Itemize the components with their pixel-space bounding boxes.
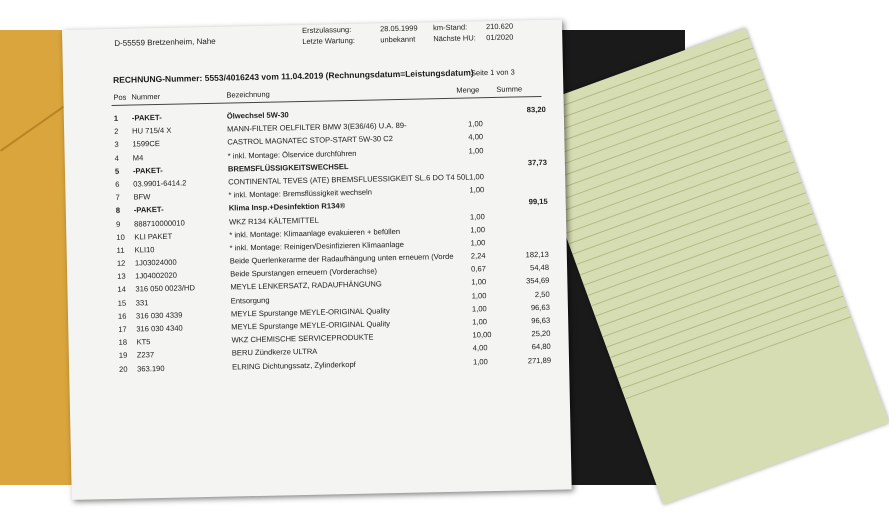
row-description: Entsorgung <box>230 295 270 306</box>
row-pos: 17 <box>118 324 127 334</box>
row-description: * inkl. Montage: Klimaanlage evakuieren + befüllen <box>229 226 401 240</box>
row-description: Klima Insp.+Desinfektion R134® <box>228 201 346 213</box>
row-description: CONTINENTAL TEVES (ATE) BREMSFLUESSIGKEIT SL.6 DO T4 50L <box>228 172 470 187</box>
row-pos: 3 <box>114 140 119 150</box>
row-number: 316 050 0023/HD <box>135 283 196 294</box>
vehicle-labels <box>433 21 476 44</box>
row-pos: 6 <box>115 179 120 189</box>
row-description: BREMSFLÜSSIGKEITSWECHSEL <box>227 161 349 174</box>
photo-background <box>0 21 685 485</box>
row-number: -PAKET- <box>133 205 164 215</box>
row-description: Beide Querlenkerarme der Radaufhängung unten erneuern (Vorde <box>229 251 454 266</box>
row-number: KT5 <box>136 337 151 347</box>
row-sum <box>504 131 546 132</box>
row-quantity: 0,67 <box>471 264 486 274</box>
col-pos: Pos <box>113 92 127 102</box>
row-pos: 5 <box>114 166 120 176</box>
row-pos: 14 <box>117 285 126 295</box>
row-description: * inkl. Montage: Ölservice durchführen <box>227 148 357 161</box>
row-description: Ölwechsel 5W-30 <box>226 110 289 121</box>
row-pos: 15 <box>117 298 127 308</box>
row-description: WKZ R134 KÄLTEMITTEL <box>228 215 319 227</box>
invoice-title: RECHNUNG-Nummer: 5553/4016243 vom 11.04.2019 (Rechnungsdatum=Leistungsdatum) <box>112 67 474 85</box>
row-number: M4 <box>132 152 144 163</box>
row-sum: 271,89 <box>527 355 552 365</box>
row-description: * inkl. Montage: Bremsflüssigkeit wechseln <box>228 187 373 200</box>
row-quantity: 1,00 <box>471 277 487 287</box>
row-description: MANN-FILTER OELFILTER BMW 3(E36/46) U.A. 89- <box>227 120 407 134</box>
row-number: -PAKET- <box>131 112 162 123</box>
row-quantity: 1,00 <box>467 119 483 129</box>
row-sum <box>505 184 547 185</box>
registration-value: 28.05.1999 <box>379 23 418 34</box>
service-values <box>380 23 418 46</box>
invoice-paper <box>62 20 572 500</box>
row-pos: 20 <box>119 364 128 374</box>
row-sum: 64,80 <box>531 342 551 352</box>
row-sum: 83,20 <box>526 104 546 115</box>
row-number: -PAKET- <box>132 165 163 176</box>
next-hu-value: 01/2020 <box>486 32 514 43</box>
row-sum: 99,15 <box>528 197 548 207</box>
row-number: 316 030 4340 <box>136 323 183 334</box>
row-description: CASTROL MAGNATEC STOP-START 5W-30 C2 <box>227 134 394 147</box>
row-sum: 182,13 <box>525 249 549 260</box>
col-number: Nummer <box>131 91 161 102</box>
row-quantity: 4,00 <box>468 132 484 142</box>
row-description: Beide Spurstangen erneuern (Vorderachse) <box>230 266 378 279</box>
row-pos: 16 <box>117 311 127 321</box>
row-pos: 12 <box>116 258 126 268</box>
row-quantity: 1,00 <box>470 224 486 235</box>
row-number: 888710000010 <box>133 217 185 229</box>
row-pos: 2 <box>114 127 119 137</box>
row-number: Z237 <box>136 350 155 360</box>
row-description: MEYLE Spurstange MEYLE-ORIGINAL Quality <box>231 319 391 332</box>
row-quantity: 1,00 <box>471 303 487 314</box>
row-number: 316 030 4339 <box>135 310 183 321</box>
row-quantity: 10,00 <box>472 330 492 340</box>
row-sum <box>505 171 547 172</box>
row-description: MEYLE Spurstange MEYLE-ORIGINAL Quality <box>230 306 390 319</box>
row-description: MEYLE LENKERSATZ, RADAUFHÄNGUNG <box>230 279 382 292</box>
row-number: KLI10 <box>134 244 155 255</box>
row-sum <box>505 144 547 145</box>
row-pos: 4 <box>114 153 120 163</box>
row-quantity: 1,00 <box>469 172 485 182</box>
row-number: 1J03024000 <box>134 257 177 268</box>
row-pos: 11 <box>116 245 125 255</box>
row-quantity: 2,24 <box>470 251 486 261</box>
row-pos: 19 <box>118 351 128 361</box>
row-pos: 13 <box>117 271 126 282</box>
col-sum: Summe <box>496 84 523 94</box>
registration-label: Erstzulassung: <box>301 24 352 35</box>
row-pos: 1 <box>113 113 119 123</box>
vehicle-values <box>486 21 514 44</box>
last-service-label: Letzte Wartung: <box>302 35 356 46</box>
row-pos: 18 <box>118 337 128 348</box>
row-pos: 7 <box>115 192 120 203</box>
mileage-value: 210.620 <box>485 21 514 32</box>
row-number: 03.9901-6414.2 <box>133 178 187 189</box>
row-number: 363.190 <box>137 363 165 374</box>
last-service-value: unbekannt <box>380 34 416 45</box>
row-pos: 8 <box>115 206 121 216</box>
row-pos: 9 <box>115 219 121 229</box>
row-sum <box>506 237 548 238</box>
row-description: ELRING Dichtungssatz, Zylinderkopf <box>231 359 356 372</box>
row-number: 1599CE <box>132 139 160 149</box>
row-sum <box>506 224 548 225</box>
service-labels <box>302 24 355 47</box>
row-quantity: 1,00 <box>472 356 488 367</box>
col-quantity: Menge <box>456 85 480 95</box>
row-sum: 54,48 <box>529 263 550 273</box>
invoice-rows <box>64 105 569 379</box>
col-description: Bezeichnung <box>226 89 270 100</box>
green-service-form <box>520 28 889 505</box>
row-number: HU 715/4 X <box>132 125 172 136</box>
row-quantity: 1,00 <box>469 185 485 195</box>
row-quantity: 1,00 <box>472 317 488 327</box>
row-sum <box>506 210 548 211</box>
row-quantity: 1,00 <box>469 211 485 221</box>
row-number: BFW <box>133 192 151 202</box>
row-sum: 2,50 <box>534 289 550 299</box>
mileage-label: km-Stand: <box>432 22 468 33</box>
row-pos: 10 <box>116 232 125 242</box>
row-description: * inkl. Montage: Reinigen/Desinfizieren Klimaanlage <box>229 239 405 253</box>
address: D-55559 Bretzenheim, Nahe <box>114 36 216 48</box>
row-sum: 96,63 <box>530 302 551 313</box>
row-number: 331 <box>135 297 149 308</box>
row-quantity: 4,00 <box>472 343 488 353</box>
row-quantity: 1,00 <box>468 145 484 156</box>
row-number: KLI PAKET <box>134 231 173 242</box>
header-rule <box>112 96 542 106</box>
row-quantity: 1,00 <box>470 238 486 248</box>
row-description: BERU Zündkerze ULTRA <box>231 347 318 358</box>
row-sum <box>504 118 546 119</box>
row-sum: 96,63 <box>531 315 551 326</box>
row-description: WKZ CHEMISCHE SERVICEPRODUKTE <box>231 332 374 345</box>
page-indicator: Seite 1 von 3 <box>470 67 515 78</box>
row-sum: 354,69 <box>526 276 550 286</box>
row-sum: 25,20 <box>531 329 551 339</box>
next-hu-label: Nächste HU: <box>433 33 476 44</box>
row-quantity: 1,00 <box>471 290 487 301</box>
row-number: 1J04002020 <box>135 270 178 281</box>
row-sum: 37,73 <box>527 157 547 168</box>
